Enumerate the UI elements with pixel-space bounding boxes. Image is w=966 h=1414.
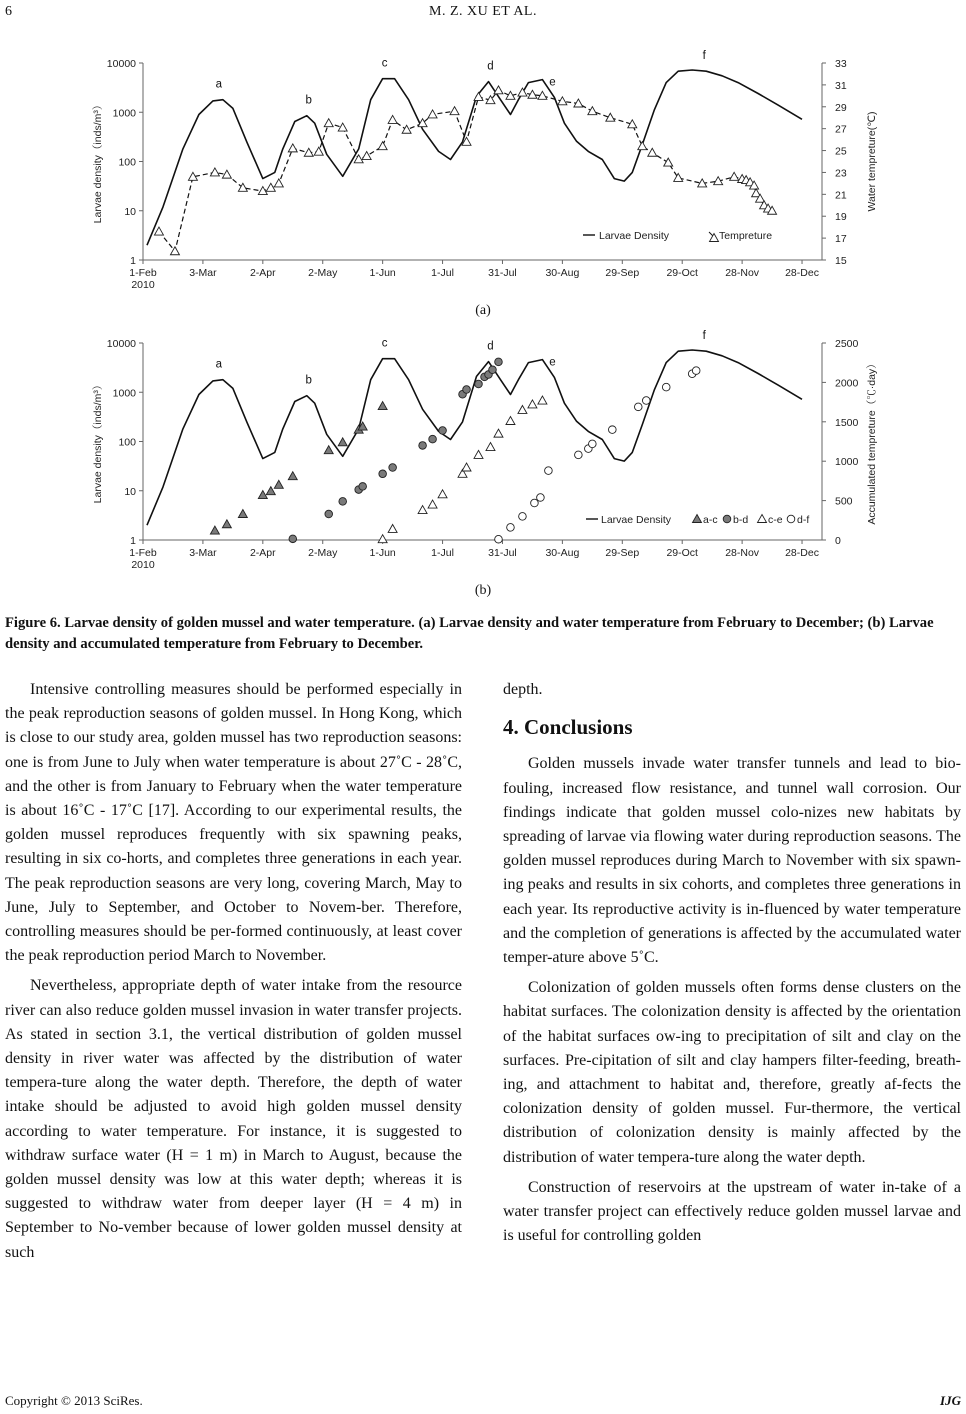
peak-label-f: f [702, 50, 706, 63]
y2-tick-label: 25 [835, 145, 847, 158]
temperature-point [606, 113, 615, 121]
x-tick-label: 2-May [308, 267, 338, 279]
legend-temp-label: Tempreture [719, 230, 773, 242]
temperature-point [288, 144, 297, 152]
x-tick-label: 2-Apr [249, 267, 276, 279]
accumulated-point-a-c [222, 520, 231, 528]
legend-label-d-f: d-f [797, 514, 810, 526]
density-line [147, 350, 802, 525]
accumulated-point-d-f [609, 426, 617, 434]
accumulated-point-c-e [538, 396, 547, 404]
accumulated-point-b-d [339, 498, 347, 506]
temperature-point [388, 115, 397, 123]
peak-label-b: b [305, 94, 312, 107]
temperature-point [154, 227, 163, 235]
peak-label-c: c [381, 57, 388, 70]
y2-tick-label: 27 [835, 123, 847, 136]
accumulated-point-d-f [545, 467, 553, 475]
accumulated-point-b-d [379, 470, 387, 478]
temperature-point [274, 179, 283, 187]
temperature-point [338, 123, 347, 131]
accumulated-point-d-f [495, 535, 503, 543]
x-tick-label: 1-Feb [129, 267, 157, 279]
right-column [503, 678, 961, 1248]
temperature-point [648, 148, 657, 156]
accumulated-point-c-e [486, 443, 495, 451]
peak-label-c: c [381, 337, 388, 350]
x-tick-label: 1-Jun [369, 547, 396, 559]
accumulated-point-a-c [266, 487, 275, 495]
x-tick-label: 29-Oct [666, 547, 698, 559]
peak-label-e: e [549, 356, 556, 369]
accumulated-point-c-e [528, 400, 537, 408]
page-number: 6 [5, 4, 12, 19]
x-tick-label: 29-Sep [605, 547, 640, 559]
accumulated-point-b-d [389, 464, 397, 472]
x-tick-label: 28-Nov [725, 547, 760, 559]
legend-label-b-d: b-d [733, 514, 749, 526]
y-tick-label: 1 [130, 535, 136, 547]
y2-tick-label: 15 [835, 255, 847, 267]
peak-label-a: a [215, 358, 223, 371]
accumulated-point-c-e [428, 500, 437, 508]
right-continuation: depth. [503, 681, 543, 698]
y-axis-title: Larvae density（inds/m³） [92, 99, 104, 224]
temperature-point [222, 170, 231, 178]
accumulated-point-d-f [575, 451, 583, 459]
x-tick-label: 1-Jul [431, 267, 454, 279]
accumulated-point-c-e [388, 524, 397, 532]
x-tick-label: 29-Oct [666, 267, 698, 279]
x-tick-label: 28-Nov [725, 267, 760, 279]
density-line [147, 70, 802, 245]
x-tick-label: 2010 [131, 559, 155, 571]
accumulated-point-c-e [474, 450, 483, 458]
y2-tick-label: 21 [835, 189, 847, 202]
accumulated-point-d-f [537, 494, 545, 502]
x-tick-label: 28-Dec [785, 547, 819, 559]
temperature-point [378, 142, 387, 150]
left-column [5, 678, 462, 1265]
page-footer [0, 1393, 966, 1413]
x-tick-label: 1-Jun [369, 267, 396, 279]
legend-marker-0 [693, 515, 702, 523]
y-tick-label: 10 [124, 485, 136, 498]
legend-temp-marker [710, 234, 719, 242]
x-tick-label: 29-Sep [605, 267, 640, 279]
y2-tick-label: 33 [835, 58, 847, 70]
y2-axis-title: Water tempreture(℃) [866, 111, 878, 212]
left-paragraph-2: Nevertheless, appropriate depth of water intake from the resource river can also reduce golden mussel invasion in water transfer projects. As stated in section 3.1, the vertical distribution of golden mussel density in river water was affected by the distribution of water tempera-ture along the water depth. Therefore, the depth of water intake should be adjusted to avoid high golden mussel density according to water temperature. For instance, it is suggested to withdraw surface water (H = 1 m) in March to August, because the golden mussel density was low at this water depth; whereas it is suggested to withdraw water from deeper layer (H = 4 m) in September to No-vember because of lower golden mussel density at such [5, 977, 462, 1261]
temperature-point [664, 158, 673, 166]
x-tick-label: 2010 [131, 279, 155, 291]
legend-label-a-c: a-c [703, 514, 718, 526]
accumulated-point-c-e [506, 417, 515, 425]
y2-tick-label: 31 [835, 79, 847, 92]
y-tick-label: 100 [118, 436, 136, 449]
page-header [0, 4, 966, 24]
y-tick-label: 10000 [106, 338, 136, 350]
accumulated-point-a-c [210, 526, 219, 534]
y-tick-label: 10 [124, 205, 136, 218]
y2-tick-label: 0 [835, 535, 841, 547]
y-tick-label: 1000 [112, 107, 136, 120]
x-tick-label: 31-Jul [488, 547, 517, 559]
accumulated-point-a-c [238, 509, 247, 517]
y2-tick-label: 23 [835, 167, 847, 180]
legend-label-c-e: c-e [768, 514, 783, 526]
y-axis-title: Larvae density（inds/m³） [92, 379, 104, 504]
journal-abbrev: IJG [940, 1393, 961, 1408]
temperature-point [354, 155, 363, 163]
accumulated-point-b-d [325, 510, 333, 518]
accumulated-point-a-c [338, 438, 347, 446]
x-tick-label: 3-Mar [189, 267, 217, 279]
figure-caption: Figure 6. Larvae density of golden mussel and water temperature. (a) Larvae density and water temperature from February to December; (b) Larvae density and accumulated temperature from February to December. [5, 615, 934, 652]
legend-density-label: Larvae Density [599, 230, 670, 242]
y2-tick-label: 17 [835, 233, 847, 246]
accumulated-point-c-e [378, 535, 387, 543]
temperature-point [210, 168, 219, 176]
y2-tick-label: 2500 [835, 338, 859, 350]
x-tick-label: 30-Aug [545, 547, 580, 559]
temperature-point [638, 142, 647, 150]
chart-a [0, 48, 966, 308]
legend-marker-3 [787, 515, 795, 523]
accumulated-point-c-e [438, 490, 447, 498]
accumulated-point-c-e [494, 429, 503, 437]
temperature-point [258, 187, 267, 195]
legend-density-label: Larvae Density [601, 514, 672, 526]
accumulated-point-a-c [274, 480, 283, 488]
accumulated-point-b-d [489, 366, 497, 374]
accumulated-point-d-f [507, 524, 515, 532]
y2-tick-label: 500 [835, 495, 853, 508]
temperature-point [450, 107, 459, 115]
temperature-point [362, 152, 371, 160]
peak-label-a: a [215, 78, 223, 91]
right-paragraph-3: Construction of reservoirs at the upstream of water in-take of a water transfer project can effectively reduce golden mussel larvae and is useful for controlling golden [503, 1178, 961, 1245]
y-tick-label: 1000 [112, 387, 136, 400]
y2-axis-title: Accumulated tempreture（℃·day） [866, 358, 878, 525]
accumulated-point-b-d [429, 435, 437, 443]
temperature-point [474, 92, 483, 100]
accumulated-point-c-e [462, 463, 471, 471]
accumulated-point-d-f [589, 440, 597, 448]
x-tick-label: 2-May [308, 547, 338, 559]
temperature-point [674, 173, 683, 181]
y2-tick-label: 29 [835, 101, 847, 114]
y2-tick-label: 2000 [835, 377, 859, 390]
accumulated-point-c-e [518, 405, 527, 413]
accumulated-point-d-f [642, 397, 650, 405]
y2-tick-label: 19 [835, 211, 847, 224]
accumulated-point-b-d [439, 427, 447, 435]
y-tick-label: 100 [118, 156, 136, 169]
x-tick-label: 31-Jul [488, 267, 517, 279]
x-tick-label: 30-Aug [545, 267, 580, 279]
temperature-point [588, 107, 597, 115]
accumulated-point-d-f [519, 513, 527, 521]
y2-tick-label: 1500 [835, 416, 859, 429]
right-paragraph-1: Golden mussels invade water transfer tunnels and lead to bio-fouling, increased flow resistance, and tunnel wall corrosion. Our findings indicate that golden mussel colo-nizes new habitats by spreading of larvae via flowing water during reproduction seasons. The golden mussel reproduces during March to November with six spawn-ing peaks and results in six cohorts, and completes three generations in each year. Its reproductive activity is in-fluenced by water temperature and the completion of generations is affected by the accumulated water temper-ature above 5˚C. [503, 755, 961, 967]
accumulated-point-b-d [463, 386, 471, 394]
y-tick-label: 1 [130, 255, 136, 267]
right-paragraph-2: Colonization of golden mussels often forms dense clusters on the habitat surfaces. The colonization density is affected by the orientation of the habitat surfaces ow-ing to precipitation of silt and clay on the surfaces. Pre-cipitation of silt and clay hampers filter-feeding, breath-ing, and attachment to habitat and, therefore, greatly af-fects the colonization density of golden mussel. Fur-thermore, the vertical distribution of colonization density is mainly affected by the distribution of water tempera-ture along the water depth. [503, 979, 961, 1166]
accumulated-point-b-d [419, 442, 427, 450]
accumulated-point-b-d [359, 483, 367, 491]
peak-label-d: d [487, 60, 494, 73]
accumulated-point-a-c [378, 402, 387, 410]
legend-marker-1 [723, 515, 731, 523]
temperature-point [494, 86, 503, 94]
temperature-point [402, 125, 411, 133]
copyright: Copyright © 2013 SciRes. [5, 1393, 143, 1408]
y-tick-label: 10000 [106, 58, 136, 70]
accumulated-point-a-c [288, 472, 297, 480]
section-heading: 4. Conclusions [503, 715, 633, 740]
accumulated-point-a-c [324, 446, 333, 454]
peak-label-e: e [549, 76, 556, 89]
peak-label-d: d [487, 340, 494, 353]
legend-marker-2 [758, 515, 767, 523]
temperature-point [314, 147, 323, 155]
accumulated-point-b-d [289, 535, 297, 543]
x-tick-label: 2-Apr [249, 547, 276, 559]
accumulated-point-b-d [495, 358, 503, 366]
x-tick-label: 28-Dec [785, 267, 819, 279]
temperature-point [730, 172, 739, 180]
x-tick-label: 1-Jul [431, 547, 454, 559]
accumulated-point-d-f [662, 383, 670, 391]
temperature-point [428, 110, 437, 118]
accumulated-point-d-f [531, 499, 539, 507]
accumulated-point-c-e [418, 506, 427, 514]
panel-label-b: (b) [474, 583, 492, 598]
temperature-point [324, 119, 333, 127]
temperature-line [159, 90, 772, 251]
chart-b [0, 328, 966, 588]
accumulated-point-d-f [692, 367, 700, 375]
left-paragraph-1: Intensive controlling measures should be performed especially in the peak reproduction seasons of golden mussel. In Hong Kong, which is close to our study area, golden mussel has two reproduction seasons: one is from June to July when water temperature is about 27˚C - 28˚C, and the other is from January to February when the water temperature is about 16˚C - 17˚C [17]. According to our experimental results, the golden mussel reproduces frequently with six spawning peaks, resulting in six co-horts, and completes three generations in each year. The peak reproduction seasons are very long, covering March, May to June, July to September, and October to Novem-ber. Therefore, controlling measures should be per-formed continuously, at least cover the peak reproduction period March to November. [5, 681, 462, 965]
x-tick-label: 1-Feb [129, 547, 157, 559]
y2-tick-label: 1000 [835, 456, 859, 469]
panel-label-a: (a) [475, 303, 491, 318]
accumulated-point-b-d [475, 380, 483, 388]
running-authors: M. Z. XU ET AL. [429, 4, 537, 19]
peak-label-b: b [305, 374, 312, 387]
x-tick-label: 3-Mar [189, 547, 217, 559]
temperature-point [518, 88, 527, 96]
accumulated-point-d-f [634, 403, 642, 411]
peak-label-f: f [702, 330, 706, 343]
